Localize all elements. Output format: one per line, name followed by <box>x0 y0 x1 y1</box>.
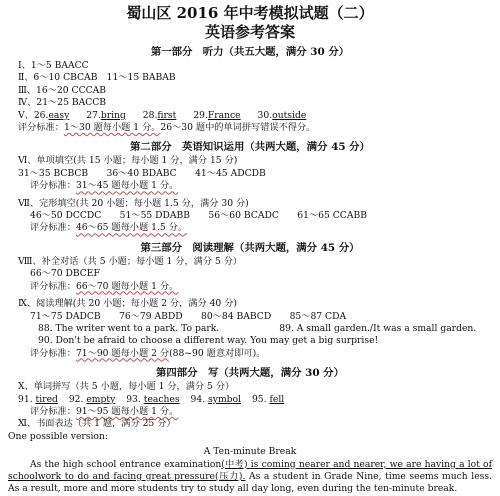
answer-line: 46～50 DCCDC 51～55 DDABB 56～60 BCADC 61～65 CCABB <box>30 210 367 222</box>
section-ix-heading: Ⅸ、阅读理解(共 20 小题；每小题 2 分，满分 40 分) <box>18 298 237 310</box>
part1-heading: 第一部分 听力（共五大题，满分 30 分） <box>150 46 350 58</box>
answer-word: teaches <box>143 393 180 405</box>
section-x-heading: Ⅹ、单词拼写（共 5 小题，每小题 1 分，满分 5 分） <box>18 381 235 393</box>
part4-heading: 第四部分 写（共两大题，满分 30 分） <box>156 367 344 380</box>
scoring-standard: 评分标准：71～90 题每小题 2 分(88~90 题意对即可)。 <box>30 347 266 359</box>
essay-title: A Ten-minute Break <box>203 446 297 458</box>
section-vi-heading: Ⅵ、单项填空(共 15 小题；每小题 1 分，满分 15 分) <box>18 155 238 167</box>
scoring-standard: 评分标准：46～65 题每小题 1.5 分。 <box>30 222 188 234</box>
answer-line-90: 90. Don't be afraid to choose a different way. You may get a big surprise! <box>38 335 379 347</box>
answer-line: 31～35 BCBCB 36～40 BDABC 41～45 ADCDB <box>18 167 266 179</box>
answer-word: first <box>157 109 177 121</box>
answer-word: France <box>207 109 241 121</box>
answer-line-88-89: 88. The writer went to a park. To park. 89. A small garden./It was a small garden. <box>38 322 477 334</box>
document-title: 蜀山区 2016 年中考模拟试题（二） <box>126 4 374 22</box>
document-subtitle: 英语参考答案 <box>204 23 295 41</box>
answer-line: 71～75 DADCB 76～79 ABDD 80～84 BABCD 85～87 CDA <box>30 310 347 322</box>
essay-paragraph: As the high school entrance examination(中考) is coming nearer and nearer, we are having a lot of schoolwork to do and facing great pressure(压力). As a student in Grade Nine, time seems much less. As a result, more and more students try to study all day long, even during the ten-minute break. <box>8 458 492 494</box>
answer-word: fell <box>269 393 285 405</box>
answer-word: easy <box>48 109 70 121</box>
answer-line: Ⅳ、21～25 BACCB <box>18 97 107 109</box>
answer-line: 66～70 DBCEF <box>30 268 100 280</box>
answer-word: bring <box>100 109 126 121</box>
section-xi-heading: Ⅺ、书面表达（共 1 题，满分 25 分） <box>18 418 176 430</box>
scoring-standard: 评分标准：91～95 题每小题 1 分。 <box>30 405 179 417</box>
section-v-label: Ⅴ、 <box>18 109 34 121</box>
answer-line: Ⅲ、16～20 CCCAB <box>18 84 107 96</box>
section-viii-heading: Ⅷ、补全对话（共 5 小题；每小题 1 分，满分 5 分） <box>18 255 243 267</box>
scoring-standard: 评分标准：66～70 题每小题 1 分。 <box>30 280 179 292</box>
answer-line-x: 91. tired 92. empty 93. teaches 94. symbol 95. fell <box>18 393 285 405</box>
answer-word: tired <box>35 393 58 405</box>
scoring-standard: 评分标准：31～45 题每小题 1 分。 <box>30 180 179 192</box>
one-possible-version-label: One possible version: <box>8 430 108 442</box>
answer-line: Ⅱ、6～10 CBCAB 11～15 BABAB <box>18 72 176 84</box>
answer-word: empty <box>86 393 116 405</box>
part3-heading: 第三部分 阅读理解（共两大题，满分 45 分） <box>140 241 360 254</box>
answer-line-v: Ⅴ、26.easy 27.bring 28.first 29.France 30.outside <box>18 109 307 121</box>
answer-word: symbol <box>208 393 242 405</box>
section-vii-heading: Ⅶ、完形填空(共 20 小题；每小题 1.5 分，满分 30 分) <box>18 197 249 209</box>
part2-heading: 第二部分 英语知识运用（共两大题，满分 45 分） <box>130 141 370 154</box>
answer-line: Ⅰ、1～5 BAACC <box>18 60 89 71</box>
answer-word: outside <box>272 109 307 121</box>
scoring-standard: 评分标准：1～30 题每小题 1 分。26～30 题中的单词拼写错误不得分。 <box>18 122 316 134</box>
